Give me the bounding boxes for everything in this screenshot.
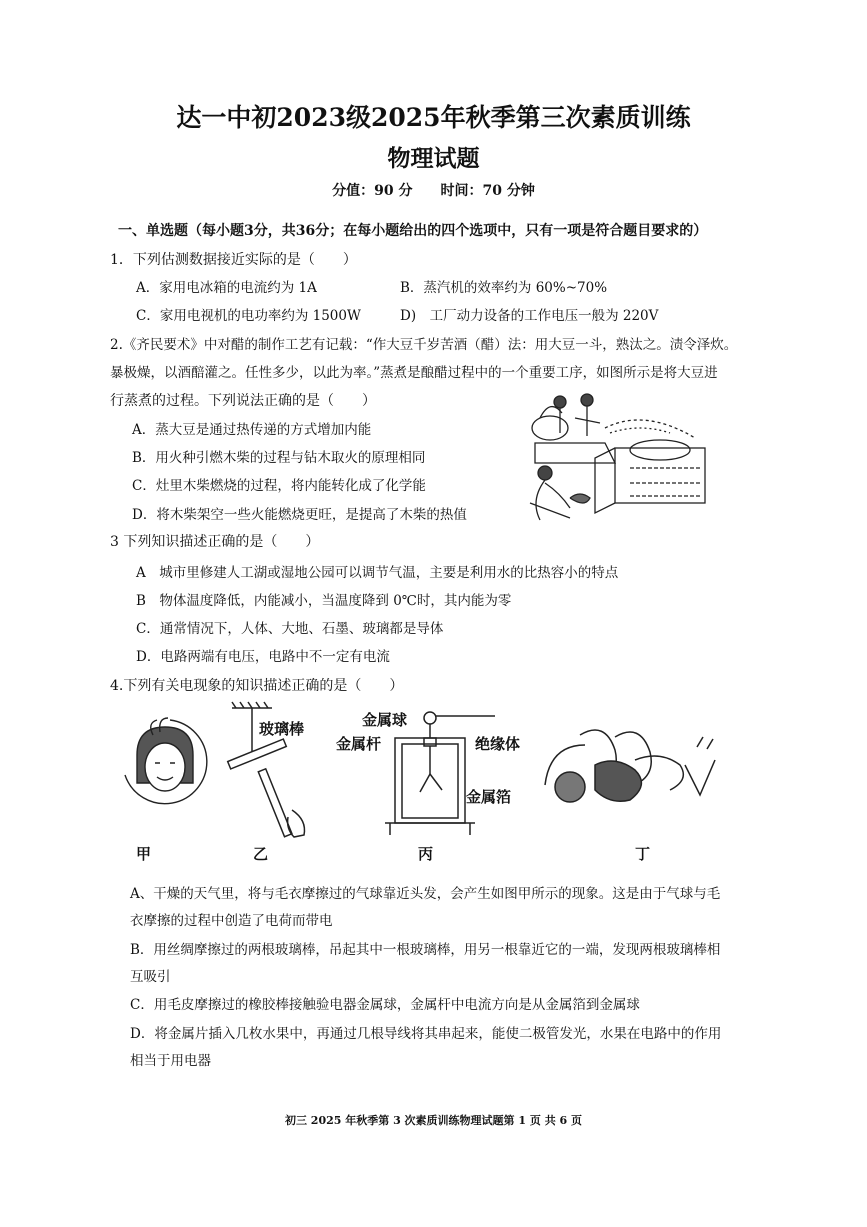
figure-label-ding: 丁	[635, 845, 651, 863]
metal-ball-label: 金属球	[362, 711, 408, 729]
page-footer: 初三 2025 年秋季第 3 次素质训练物理试题第 1 页 共 6 页	[284, 1114, 583, 1127]
q3-option-d: D．电路两端有电压，电路中不一定有电流	[136, 649, 390, 665]
q2-option-d: D．将木柴架空一些火能燃烧更旺，是提高了木柴的热值	[132, 507, 467, 523]
page-subtitle: 物理试题	[387, 145, 480, 172]
figure-ding-fruit-battery	[535, 725, 725, 815]
q2-stem-line1: 2.《齐民要术》中对醋的制作工艺有记载：“作大豆千岁苦酒（醋）法：用大豆一斗，熟汰之。渍令泽炊。	[110, 337, 738, 353]
q3-option-c: C．通常情况下，人体、大地、石墨、玻璃都是导体	[136, 621, 444, 637]
score-time-line: 分值：90 分 时间：70 分钟	[332, 183, 535, 199]
q1-option-b: B．蒸汽机的效率约为 60%~70%	[400, 280, 608, 296]
q1-option-c: C．家用电视机的电功率约为 1500W	[136, 308, 361, 324]
q2-stem-line2: 暴极燥，以酒醅灌之。任性多少，以此为率。”蒸煮是酿醋过程中的一个重要工序，如图所示是将大豆进	[110, 365, 718, 381]
q4-stem: 4.下列有关电现象的知识描述正确的是（ ）	[110, 678, 404, 694]
q4-option-a-line2: 衣摩擦的过程中创造了电荷而带电	[130, 913, 333, 929]
q1-stem: 1．下列估测数据接近实际的是（ ）	[110, 252, 357, 268]
q4-option-d-line1: D．将金属片插入几枚水果中，再通过几根导线将其串起来，能使二极管发光，水果在电路中的作用	[130, 1026, 722, 1042]
q4-option-d-line2: 相当于用电器	[130, 1053, 211, 1069]
metal-rod-label: 金属杆	[336, 735, 382, 753]
q4-option-a-line1: A、干燥的天气里，将与毛衣摩擦过的气球靠近头发，会产生如图甲所示的现象。这是由于气球与毛	[130, 886, 721, 902]
q2-stem-line3: 行蒸煮的过程。下列说法正确的是（ ）	[110, 393, 376, 409]
metal-foil-label: 金属箔	[466, 788, 512, 806]
q1-option-d: D) 工厂动力设备的工作电压一般为 220V	[400, 308, 659, 324]
q1-option-a: A．家用电冰箱的电流约为 1A	[136, 280, 317, 296]
figure-label-yi: 乙	[253, 845, 269, 863]
q2-option-c: C．灶里木柴燃烧的过程，将内能转化成了化学能	[132, 478, 426, 494]
section-heading: 一、单选题（每小题3分，共36分；在每小题给出的四个选项中，只有一项是符合题目要求的）	[118, 223, 708, 239]
figure-jia-girl-hair	[115, 715, 215, 810]
figure-label-jia: 甲	[136, 845, 152, 863]
q2-option-b: B．用火种引燃木柴的过程与钻木取火的原理相同	[132, 450, 426, 466]
insulator-label: 绝缘体	[475, 735, 521, 753]
glass-rod-label: 玻璃棒	[259, 720, 305, 738]
steaming-soybeans-illustration	[515, 388, 715, 528]
q3-option-a: A 城市里修建人工湖或湿地公园可以调节气温，主要是利用水的比热容小的特点	[136, 565, 619, 581]
q3-option-b: B 物体温度降低，内能减小，当温度降到 0℃时，其内能为零	[136, 593, 512, 609]
figure-label-bing: 丙	[418, 845, 434, 863]
q2-option-a: A．蒸大豆是通过热传递的方式增加内能	[132, 422, 372, 438]
page-title: 达一中初2023级2025年秋季第三次素质训练	[176, 103, 691, 132]
q4-option-b-line1: B．用丝绸摩擦过的两根玻璃棒，吊起其中一根玻璃棒，用另一根靠近它的一端，发现两根玻璃棒相	[130, 942, 721, 958]
q4-option-b-line2: 互吸引	[130, 969, 171, 985]
q4-option-c: C．用毛皮摩擦过的橡胶棒接触验电器金属球，金属杆中电流方向是从金属箔到金属球	[130, 997, 640, 1013]
q3-stem: 3 下列知识描述正确的是（ ）	[110, 534, 320, 550]
